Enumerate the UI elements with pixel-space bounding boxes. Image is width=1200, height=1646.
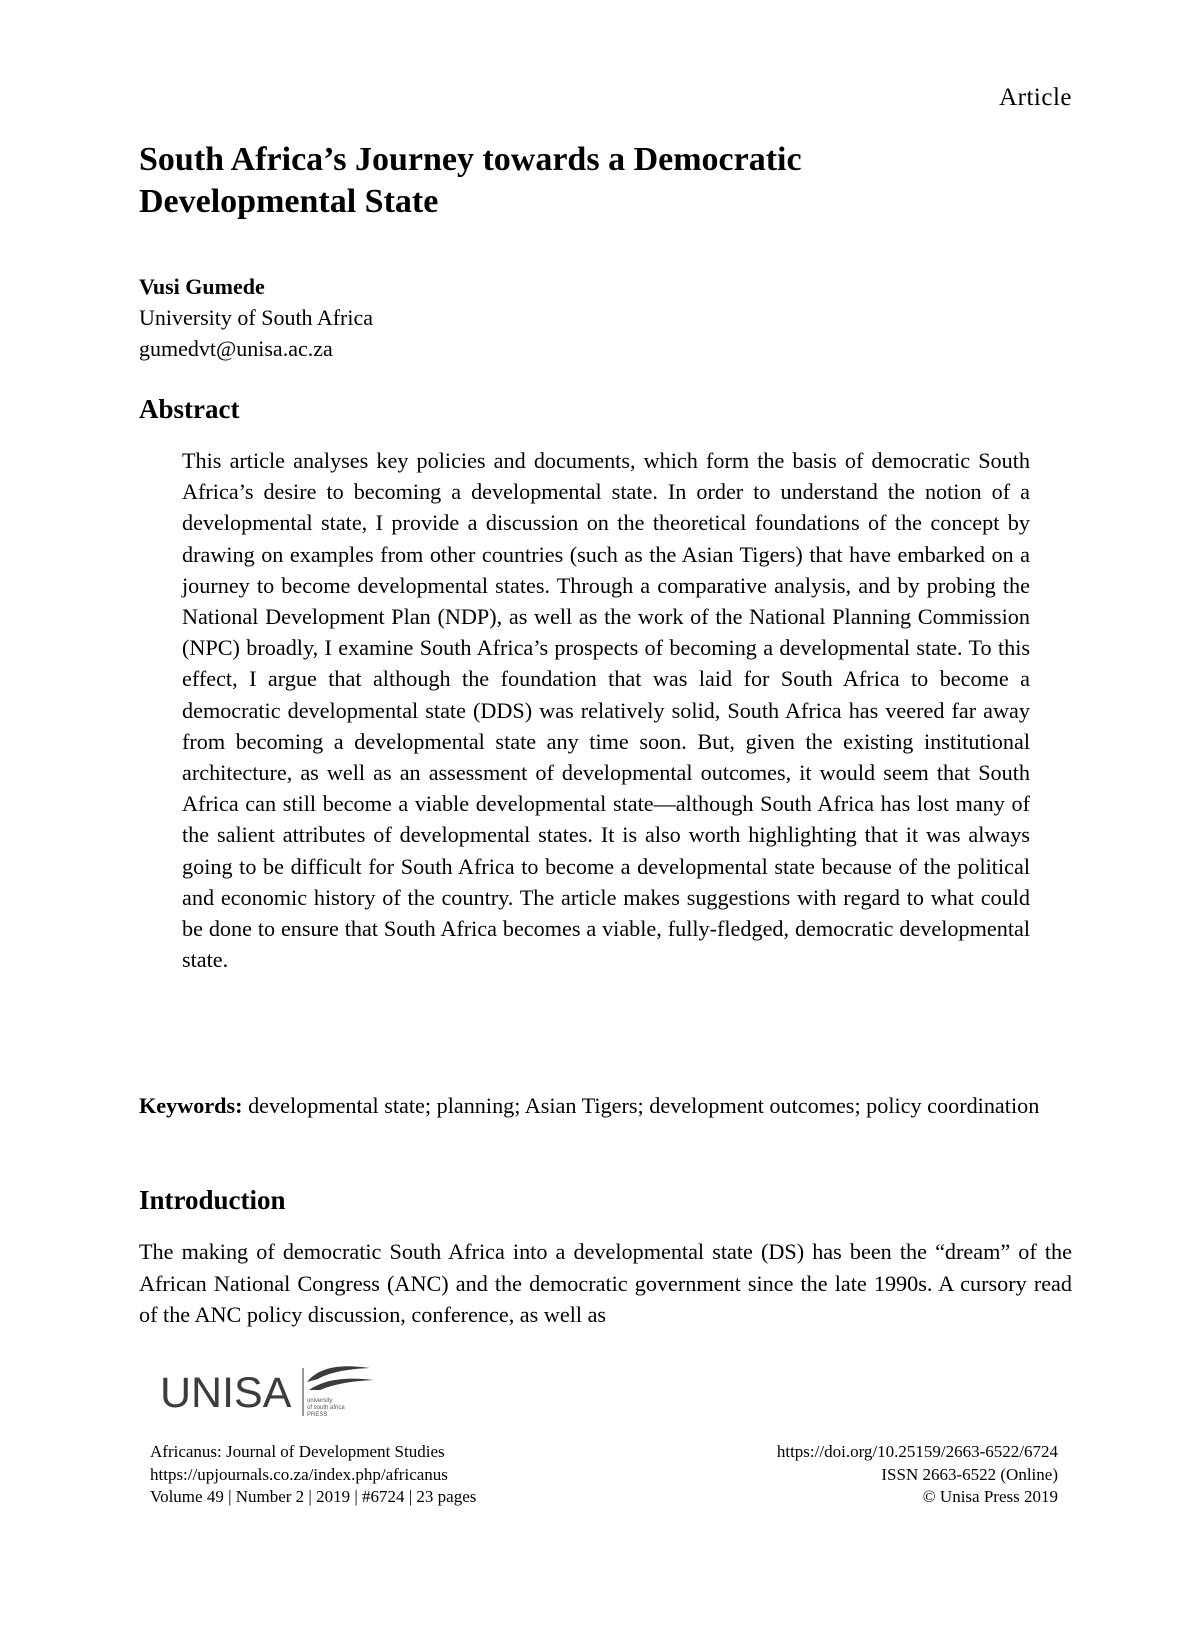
author-name: Vusi Gumede bbox=[139, 274, 265, 299]
introduction-text: The making of democratic South Africa into a developmental state (DS) has been the “dream” of the African National Congress (ANC) and the democratic government since the late 1990s. A cursory read of the ANC policy discussion, conference, as well as bbox=[139, 1239, 1072, 1327]
footer-journal-info bbox=[150, 1441, 476, 1509]
logo-tagline-2: of south africa bbox=[307, 1405, 345, 1411]
unisa-press-logo bbox=[160, 1360, 390, 1420]
footer-journal-name: Africanus: Journal of Development Studies bbox=[150, 1442, 445, 1461]
logo-swoosh-icon bbox=[307, 1366, 374, 1390]
author-block bbox=[139, 271, 373, 364]
author-email: gumedvt@unisa.ac.za bbox=[139, 336, 333, 361]
keywords-label: Keywords: bbox=[139, 1093, 243, 1118]
author-affiliation: University of South Africa bbox=[139, 305, 374, 330]
abstract-heading: Abstract bbox=[139, 394, 240, 424]
logo-tagline-3: PRESS bbox=[307, 1412, 328, 1418]
logo-wordmark: UNISA bbox=[160, 1369, 292, 1417]
article-type-label: Article bbox=[999, 84, 1072, 111]
footer-publication-info bbox=[700, 1441, 1058, 1509]
footer-journal-url[interactable]: https://upjournals.co.za/index.php/africanus bbox=[150, 1464, 448, 1484]
footer-copyright: © Unisa Press 2019 bbox=[922, 1487, 1058, 1506]
footer-volume: Volume 49 | Number 2 | 2019 | #6724 | 23 pages bbox=[150, 1487, 477, 1506]
article-title: South Africa’s Journey towards a Democratic Developmental State bbox=[139, 141, 802, 220]
footer-issn: ISSN 2663-6522 (Online) bbox=[881, 1464, 1058, 1484]
logo-tagline-1: university bbox=[307, 1398, 333, 1404]
keywords bbox=[139, 1090, 1059, 1121]
introduction-heading: Introduction bbox=[139, 1185, 286, 1215]
abstract-text: This article analyses key policies and documents, which form the basis of democratic South Africa’s desire to becoming a developmental state. In order to understand the notion of a developmental state, I provide a discussion on the theoretical foundations of the concept by drawing on examples from other countries (such as the Asian Tigers) that have embarked on a journey to become developmental states. Through a comparative analysis, and by probing the National Development Plan (NDP), as well as the work of the National Planning Commission (NPC) broadly, I examine South Africa’s prospects of becoming a developmental state. To this effect, I argue that although the foundation that was laid for South Africa to become a democratic developmental state (DDS) was relatively solid, South Africa has veered far away from becoming a developmental state any time soon. But, given the existing institutional architecture, as well as an assessment of developmental outcomes, it would seem that South Africa can still become a viable developmental state—although South Africa has lost many of the salient attributes of developmental states. It is also worth highlighting that it was always going to be difficult for South Africa to become a developmental state because of the political and economic history of the country. The article makes suggestions with regard to what could be done to ensure that South Africa becomes a viable, fully-fledged, democratic developmental state. bbox=[182, 448, 1030, 973]
footer-doi-link[interactable]: https://doi.org/10.25159/2663-6522/6724 bbox=[776, 1442, 1058, 1461]
keywords-text: developmental state; planning; Asian Tigers; development outcomes; policy coordination bbox=[248, 1093, 1040, 1118]
